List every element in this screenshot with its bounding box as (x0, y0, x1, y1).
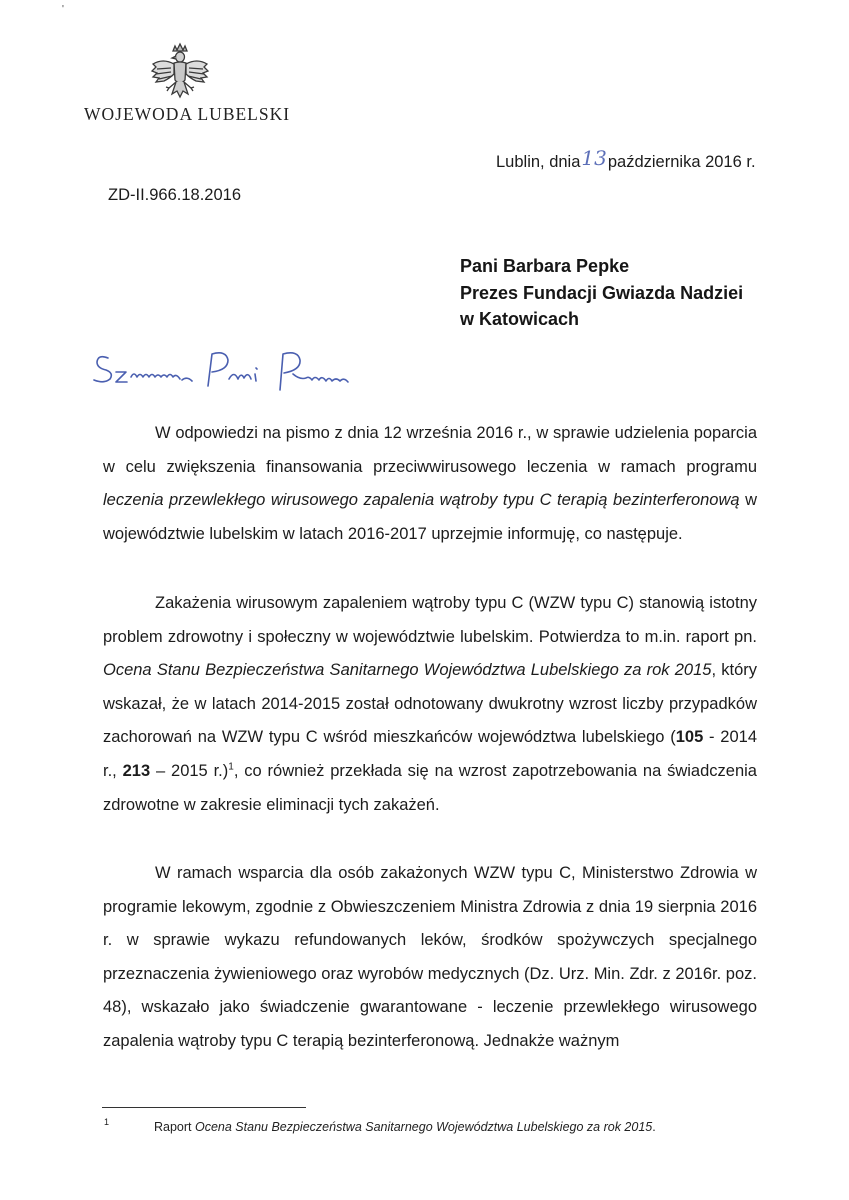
p2-text-e: - 2014 r., (103, 728, 757, 780)
recipient-title: Prezes Fundacji Gwiazda Nadziei (460, 282, 744, 303)
footnote-text (154, 1120, 656, 1134)
reference-number: ZD-II.966.18.2016 (108, 186, 241, 204)
footnote-reference: 1 (228, 761, 234, 773)
place-prefix: Lublin, dnia (496, 153, 581, 171)
handwritten-salutation (90, 346, 360, 396)
p2-text-a: Zakażenia wirusowym zapaleniem wątroby typu C (WZW typu C) stanowią istotny problem zdrowotny i społeczny w województwie lubelskim. Potwierdza to m.in. raport pn. (103, 594, 757, 646)
p2-text-h: , co również przekłada się na wzrost zapotrzebowania na świadczenia zdrowotne w zakresie eliminacji tych zakażeń. (103, 761, 757, 814)
program-name: leczenia przewlekłego wirusowego zapalenia wątroby typu C terapią bezinterferonową (103, 491, 740, 510)
recipient-city: w Katowicach (460, 309, 580, 329)
footnote-report-title: Ocena Stanu Bezpieczeństwa Sanitarnego Województwa Lubelskiego za rok 2015 (195, 1120, 653, 1134)
footnote-text-c: . (652, 1120, 656, 1134)
footnote-text-a: Raport (154, 1120, 195, 1134)
p2-text-g: – 2015 r.) (150, 761, 229, 780)
cases-2015: 213 (122, 761, 151, 780)
paragraph-2 (103, 587, 757, 822)
date-suffix: października 2016 r. (607, 153, 756, 171)
report-title: Ocena Stanu Bezpieczeństwa Sanitarnego Województwa Lubelskiego za rok 2015 (103, 661, 712, 680)
recipient-block (460, 253, 743, 333)
p1-text-a: W odpowiedzi na pismo z dnia 12 września 2016 r., w sprawie udzielenia poparcia w celu zwiększenia finansowania przeciwwirusowego leczenia w ramach programu (103, 424, 757, 476)
p2-text-c: , który wskazał, że w latach 2014-2015 został odnotowany dwukrotny wzrost liczby przypadków zachorowań na WZW typu C wśród mieszkańców województwa lubelskiego ( (103, 661, 757, 747)
recipient-name: Pani Barbara Pepke (460, 256, 630, 276)
paragraph-1 (103, 417, 757, 551)
authority-name: WOJEWODA LUBELSKI (84, 104, 291, 124)
place-date (496, 148, 756, 172)
paragraph-3: W ramach wsparcia dla osób zakażonych WZW typu C, Ministerstwo Zdrowia w programie lekowym, zgodnie z Obwieszczeniem Ministra Zdrowia z dnia 19 sierpnia 2016 r. w sprawie wykazu refundowanych leków, środków spożywczych specjalnego przeznaczenia żywieniowego oraz wyrobów medycznych (Dz. Urz. Min. Zdr. z 2016r. poz. 48), wskazało jako świadczenie gwarantowane - leczenie przewlekłego wirusowego zapalenia wątroby typu C terapią bezinterferonową. Jednakże ważnym (103, 864, 757, 1050)
footnote-mark: 1 (104, 1117, 110, 1127)
handwritten-day: 13 (581, 146, 607, 170)
footnote-divider (102, 1107, 306, 1108)
cases-2014: 105 (675, 728, 704, 747)
p1-text-c: w województwie lubelskim w latach 2016-2017 uprzejmie informuję, co następuje. (103, 491, 758, 543)
polish-eagle-emblem-icon (147, 42, 213, 108)
scan-mark: ' (62, 4, 64, 15)
